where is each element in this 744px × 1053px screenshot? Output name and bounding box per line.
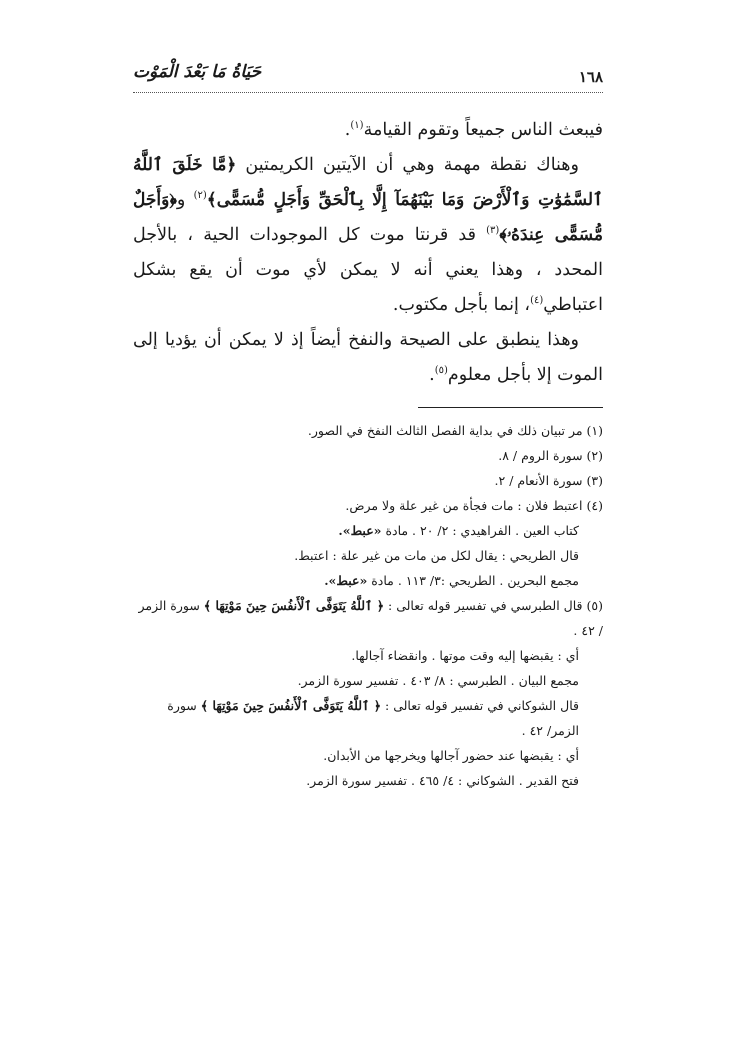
page-header — [133, 62, 603, 93]
footnote-5-explanation-2: أي : يقبضها عند حضور آجالها ويخرجها من الأبدان. — [323, 748, 579, 763]
footnote-2: (٢) سورة الروم / ٨. — [498, 448, 603, 463]
footnote-5-source-2: فتح القدير . الشوكاني : ٤/ ٤٦٥ . تفسير سورة الزمر. — [306, 773, 579, 788]
footnote-4-note: قال الطريحي : يقال لكل من مات من غير علة : اعتبط. — [294, 548, 579, 563]
footnotes — [133, 418, 603, 793]
footnote-5-source-1: مجمع البيان . الطبرسي : ٨/ ٤٠٣ . تفسير سورة الزمر. — [297, 673, 579, 688]
quran-verse-1: ﴿مَّا خَلَقَ ٱللَّهُ ٱلسَّمَٰوَٰتِ وَٱلْأَرْضَ وَمَا بَيْنَهُمَآ إِلَّا بِٱلْحَقِّ وَأَجَلٍ مُّسَمًّى﴾ — [133, 155, 603, 210]
quran-verse-2: ﴿وَأَجَلٌ مُّسَمًّى عِندَهُۥ﴾ — [133, 190, 603, 245]
footnote-5: (٥) قال الطبرسي في تفسير قوله تعالى : ﴿ ٱللَّهُ يَتَوَفَّى ٱلْأَنفُسَ حِينَ مَوْتِهَا ﴾ سورة الزمر / ٤٢ . — [138, 598, 603, 638]
footnote-4-source-2: مجمع البحرين . الطريحي :٣/ ١١٣ . مادة «عبط». — [324, 573, 579, 588]
footnote-3: (٣) سورة الأنعام / ٢. — [494, 473, 603, 488]
footnote-5-verse: ﴿ ٱللَّهُ يَتَوَفَّى ٱلْأَنفُسَ حِينَ مَوْتِهَا ﴾ — [203, 598, 385, 613]
document-page — [133, 62, 603, 793]
footnote-ref-1: (١) — [350, 120, 364, 132]
footnote-1: (١) مر تبيان ذلك في بداية الفصل الثالث النفخ في الصور. — [307, 423, 603, 438]
footnote-separator — [418, 407, 603, 408]
paragraph-3: وهذا ينطبق على الصيحة والنفخ أيضاً إذ لا يمكن أن يؤديا إلى الموت إلا بأجل معلوم$^{(٥)}$. — [133, 330, 603, 385]
footnote-4-source-1: كتاب العين . الفراهيدي : ٢/ ٢٠ . مادة «عبط». — [338, 523, 579, 538]
running-title: حَيَاةُ مَا بَعْدَ الْمَوْت — [133, 62, 262, 82]
paragraph-2: وهناك نقطة مهمة وهي أن الآيتين الكريمتين ﴿مَّا خَلَقَ ٱللَّهُ ٱلسَّمَٰوَٰتِ وَٱلْأَرْضَ وَمَا بَيْنَهُمَآ إِلَّا بِٱلْحَقِّ وَأَجَلٍ مُّسَمًّى﴾$^{(٢)}$ و﴿وَأَجَلٌ مُّسَمًّى عِندَهُۥ﴾$^{(٣)}$ قد قرنتا موت كل الموجودات الحية ، بالأجل المحدد ، وهذا يعني أنه لا يمكن لأي موت أن يقع بشكل اعتباطي$^{(٤)}$، إنما بأجل مكتوب. — [133, 155, 603, 315]
paragraph-1: فيبعث الناس جميعاً وتقوم القيامة$^{(١)}$. — [344, 120, 603, 140]
footnote-5-explanation: أي : يقبضها إليه وقت موتها . وانقضاء آجالها. — [351, 648, 579, 663]
footnote-ref-4: (٤) — [530, 295, 544, 307]
footnote-ref-5: (٥) — [434, 365, 448, 377]
footnote-4: (٤) اعتبط فلان : مات فجأة من غير علة ولا مرض. — [345, 498, 603, 513]
footnote-ref-3: (٣) — [486, 225, 500, 237]
footnote-ref-2: (٢) — [193, 190, 207, 202]
footnote-5-verse-2: ﴿ ٱللَّهُ يَتَوَفَّى ٱلْأَنفُسَ حِينَ مَوْتِهَا ﴾ — [200, 698, 382, 713]
page-number: ١٦٨ — [578, 68, 603, 86]
footnote-5-quote-2: قال الشوكاني في تفسير قوله تعالى : ﴿ ٱللَّهُ يَتَوَفَّى ٱلْأَنفُسَ حِينَ مَوْتِهَا ﴾ سورة الزمر/ ٤٢ . — [167, 698, 579, 738]
main-text — [133, 113, 603, 393]
